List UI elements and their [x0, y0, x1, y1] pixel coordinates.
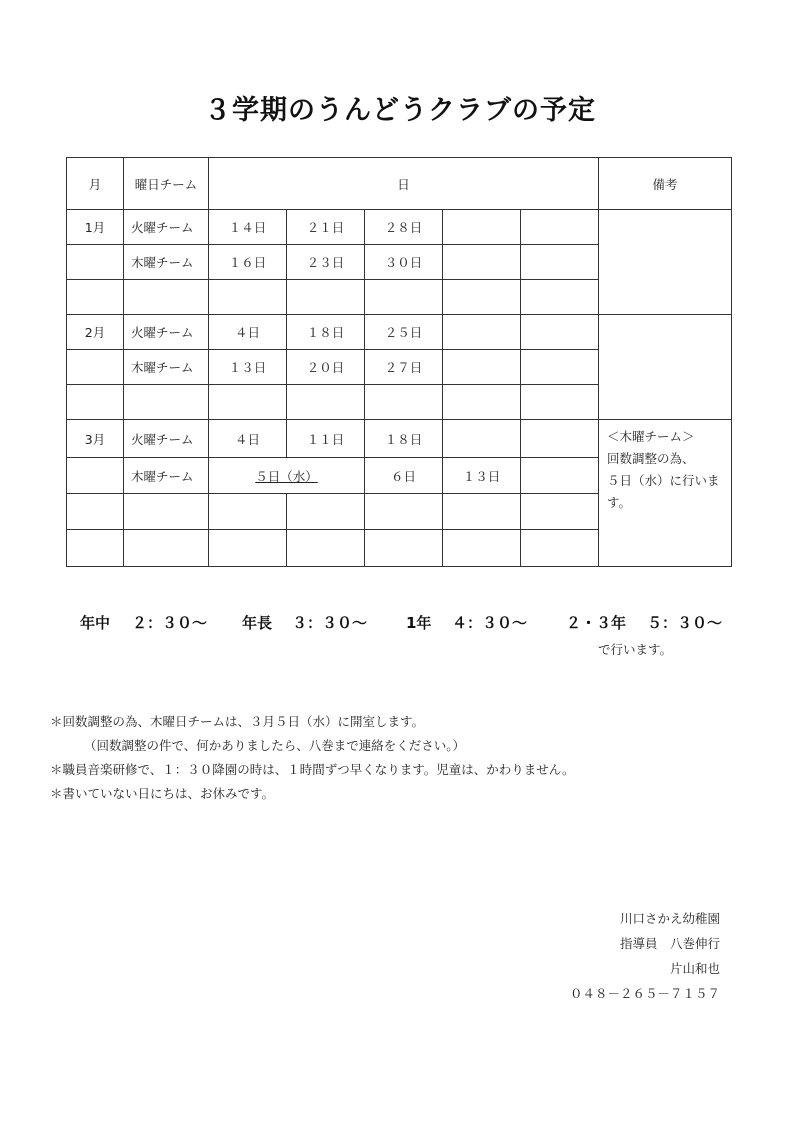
day-cell: ４日	[209, 315, 287, 350]
day-cell	[443, 385, 521, 420]
header-month: 月	[67, 158, 124, 210]
team-cell: 火曜チーム	[124, 420, 209, 458]
month-cell	[67, 494, 124, 530]
day-cell	[521, 385, 599, 420]
day-cell: １３日	[443, 458, 521, 494]
header-team: 曜日チーム	[124, 158, 209, 210]
time-value-nenchu: ２：３０～	[132, 614, 208, 632]
team-cell	[124, 280, 209, 315]
team-cell: 火曜チーム	[124, 210, 209, 245]
day-cell: ６日	[365, 458, 443, 494]
remark-line: ＜木曜チーム＞	[607, 429, 695, 444]
month-cell: 1月	[67, 210, 124, 245]
school-name: 川口さかえ幼稚園	[619, 911, 720, 926]
day-cell	[287, 280, 365, 315]
times-suffix: で行います。	[598, 642, 673, 657]
day-cell	[287, 494, 365, 530]
day-cell: １６日	[209, 245, 287, 280]
time-label-2-3nen: ２・３年	[566, 614, 627, 632]
remark-line: 回数調整の為、	[607, 451, 695, 466]
day-cell	[521, 350, 599, 385]
notes-block	[50, 710, 575, 806]
day-cell	[521, 494, 599, 530]
table-row	[67, 315, 732, 350]
remarks-cell-jan	[599, 210, 732, 315]
day-cell: ２０日	[287, 350, 365, 385]
day-cell	[443, 280, 521, 315]
time-label-1nen: 1年	[406, 614, 432, 632]
second-name: 片山和也	[669, 961, 720, 976]
day-cell	[443, 494, 521, 530]
remarks-cell-mar	[599, 420, 732, 567]
day-cell	[521, 280, 599, 315]
day-cell	[443, 530, 521, 567]
day-cell	[287, 530, 365, 567]
day-cell: ２５日	[365, 315, 443, 350]
day-cell	[365, 280, 443, 315]
day-cell: １８日	[365, 420, 443, 458]
month-cell: 2月	[67, 315, 124, 350]
remark-line: す。	[607, 495, 632, 510]
month-cell: 3月	[67, 420, 124, 458]
merged-day-label: ５日（水）	[255, 468, 318, 484]
team-cell: 火曜チーム	[124, 315, 209, 350]
day-cell	[365, 530, 443, 567]
signature-block	[570, 906, 720, 1006]
day-cell	[521, 458, 599, 494]
month-cell	[67, 245, 124, 280]
month-cell	[67, 350, 124, 385]
note-line: ＊書いていない日にちは、お休みです。	[50, 786, 275, 801]
day-cell: ２８日	[365, 210, 443, 245]
day-cell	[365, 494, 443, 530]
team-cell	[124, 385, 209, 420]
time-value-nencho: ３：３０～	[292, 614, 368, 632]
day-cell	[365, 385, 443, 420]
team-cell: 木曜チーム	[124, 245, 209, 280]
day-cell: ４日	[209, 420, 287, 458]
remark-line: ５日（水）に行いま	[607, 473, 720, 488]
day-cell: ２３日	[287, 245, 365, 280]
note-line: （回数調整の件で、何かありましたら、八巻まで連絡をください。）	[84, 738, 466, 753]
day-cell	[443, 350, 521, 385]
day-cell	[443, 420, 521, 458]
instructor-line: 指導員 八巻伸行	[619, 936, 720, 951]
note-line: ＊職員音楽研修で、１：３０降園の時は、１時間ずつ早くなります。児童は、かわりません。	[50, 762, 575, 777]
day-cell: １８日	[287, 315, 365, 350]
day-cell	[287, 385, 365, 420]
day-cell	[521, 315, 599, 350]
day-cell: ２７日	[365, 350, 443, 385]
table-row	[67, 420, 732, 458]
month-cell	[67, 458, 124, 494]
day-cell: １１日	[287, 420, 365, 458]
day-cell	[209, 280, 287, 315]
time-label-nencho: 年長	[242, 614, 273, 632]
month-cell	[67, 280, 124, 315]
day-cell	[521, 420, 599, 458]
month-cell	[67, 385, 124, 420]
remarks-cell-feb	[599, 315, 732, 420]
day-cell	[209, 530, 287, 567]
day-cell	[521, 530, 599, 567]
table-row	[67, 210, 732, 245]
header-day: 日	[209, 158, 599, 210]
note-line: ＊回数調整の為、木曜日チームは、３月５日（水）に開室します。	[50, 714, 425, 729]
schedule-table	[66, 157, 732, 567]
day-cell	[521, 210, 599, 245]
day-cell	[209, 494, 287, 530]
time-value-1nen: ４：３０～	[452, 614, 528, 632]
header-remarks: 備考	[599, 158, 732, 210]
day-cell	[521, 245, 599, 280]
time-value-2-3nen: ５：３０～	[647, 614, 723, 632]
day-cell	[209, 385, 287, 420]
day-cell: ３０日	[365, 245, 443, 280]
page-title: ３学期のうんどうクラブの予定	[204, 95, 596, 126]
phone-number: ０４８－２６５－７１５７	[569, 986, 720, 1001]
month-cell	[67, 530, 124, 567]
time-label-nenchu: 年中	[80, 614, 111, 632]
team-cell	[124, 494, 209, 530]
day-cell	[443, 315, 521, 350]
day-cell	[443, 245, 521, 280]
team-cell	[124, 530, 209, 567]
day-cell: １４日	[209, 210, 287, 245]
day-cell	[443, 210, 521, 245]
table-header-row	[67, 158, 732, 210]
merged-day-cell	[209, 458, 365, 494]
team-cell: 木曜チーム	[124, 350, 209, 385]
day-cell: １３日	[209, 350, 287, 385]
team-cell: 木曜チーム	[124, 458, 209, 494]
day-cell: ２１日	[287, 210, 365, 245]
